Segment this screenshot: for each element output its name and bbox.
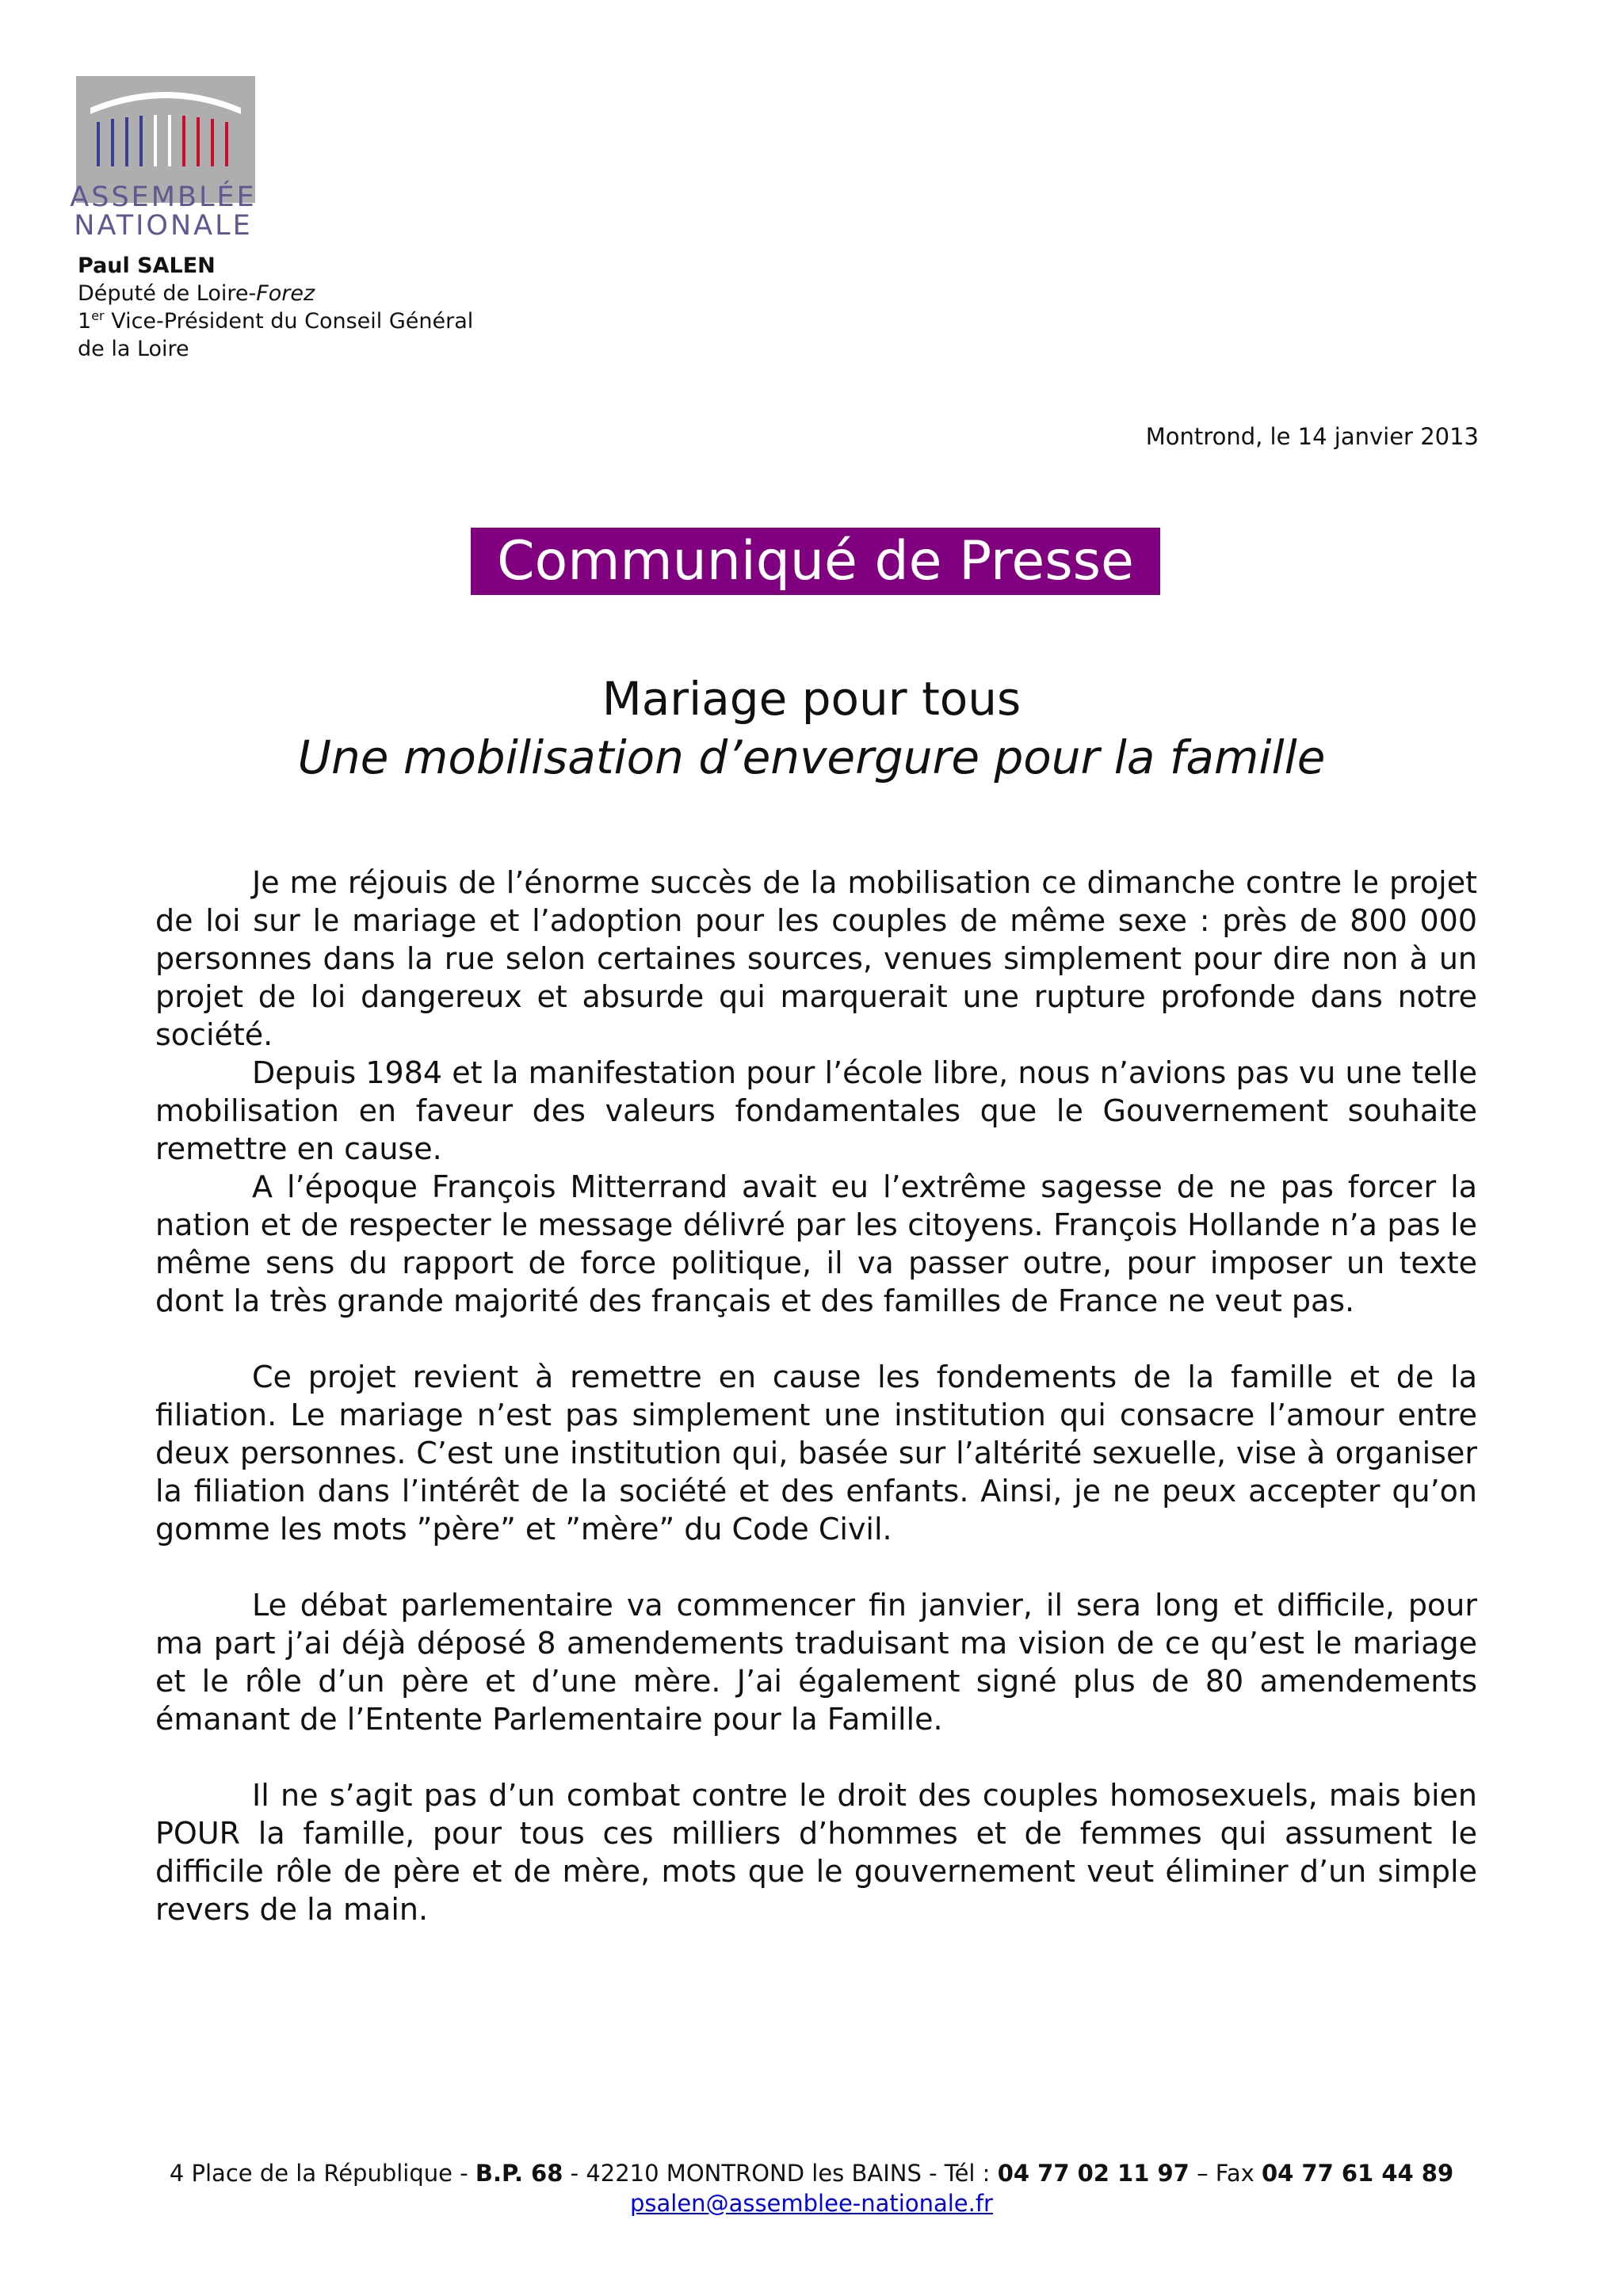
author-name: Paul SALEN <box>78 254 216 278</box>
footer-email-line <box>0 2188 1623 2218</box>
author-role-2-ordinal: 1 <box>78 309 92 334</box>
paragraph-4: Ce projet revient à remettre en cause les fondements de la famille et de la filiation. Le mariage n’est pas simplement une institution qui consacre l’amour entre deux personnes. C’est une institution qui, basée sur l’altérité sexuelle, vise à organiser la filiation dans l’intérêt de la société et des enfants. Ainsi, je ne peux accepter qu’on gomme les mots ”père” et ”mère” du Code Civil. <box>155 1360 1477 1547</box>
footer-address-line <box>0 2158 1623 2188</box>
footer-fax: 04 77 61 44 89 <box>1261 2160 1454 2187</box>
author-role-2 <box>78 307 473 335</box>
document-date: Montrond, le 14 janvier 2013 <box>1145 423 1479 450</box>
footer-bp: B.P. 68 <box>475 2160 563 2187</box>
footer-address-start: 4 Place de la République - <box>169 2160 475 2187</box>
paragraph-3: A l’époque François Mitterrand avait eu l’extrême sagesse de ne pas forcer la nation et de respecter le message délivré par les citoyens. François Hollande n’a pas le même sens du rapport de force politique, il va passer outre, pour imposer un texte dont la très grande majorité des français et des familles de France ne veut pas. <box>155 1169 1477 1318</box>
author-role-1-italic: Forez <box>256 281 315 306</box>
author-role-3: de la Loire <box>78 337 189 361</box>
paragraph-1: Je me réjouis de l’énorme succès de la mobilisation ce dimanche contre le projet de loi sur le mariage et l’adoption pour les couples de même sexe : près de 800 000 personnes dans la rue selon certaines sources, venues simplement pour dire non à un projet de loi dangereux et absurde qui marquerait une rupture profonde dans notre société. <box>155 865 1477 1052</box>
logo-line-1: ASSEMBLÉE <box>70 181 257 213</box>
press-release-banner: Communiqué de Presse <box>471 528 1160 595</box>
paragraph-6: Il ne s’agit pas d’un combat contre le droit des couples homosexuels, mais bien POUR la famille, pour tous ces milliers d’hommes et de femmes qui assument le difficile rôle de père et de mère, mots que le gouvernement veut éliminer d’un simple revers de la main. <box>155 1778 1477 1927</box>
title-line-1: Mariage pour tous <box>601 672 1022 726</box>
paragraph-5: Le débat parlementaire va commencer fin janvier, il sera long et difficile, pour ma part j’ai déjà déposé 8 amendements traduisant ma vision de ce qu’est le mariage et le rôle d’un père et d’une mère. J’ai également signé plus de 80 amendements émanant de l’Entente Parlementaire pour la Famille. <box>155 1588 1477 1737</box>
footer <box>0 2158 1623 2218</box>
author-role-2-sup: er <box>91 308 105 323</box>
title-line-2: Une mobilisation d’envergure pour la famille <box>297 730 1326 784</box>
footer-address-mid: - 42210 MONTROND les BAINS - Tél : <box>563 2160 998 2187</box>
footer-fax-label: – Fax <box>1189 2160 1262 2187</box>
author-role-1-prefix: Député de Loire- <box>78 281 257 306</box>
paragraph-2: Depuis 1984 et la manifestation pour l’école libre, nous n’avions pas vu une telle mobilisation en faveur des valeurs fondamentales que le Gouvernement souhaite remettre en cause. <box>155 1055 1477 1166</box>
author-role-2-rest: Vice-Président du Conseil Général <box>104 309 474 334</box>
author-role-1 <box>78 280 473 307</box>
footer-tel: 04 77 02 11 97 <box>997 2160 1190 2187</box>
footer-email-link[interactable]: psalen@assemblee-nationale.fr <box>630 2190 993 2217</box>
press-release-body <box>155 864 1477 1928</box>
author-block <box>78 252 473 363</box>
logo-line-2: NATIONALE <box>74 210 253 242</box>
